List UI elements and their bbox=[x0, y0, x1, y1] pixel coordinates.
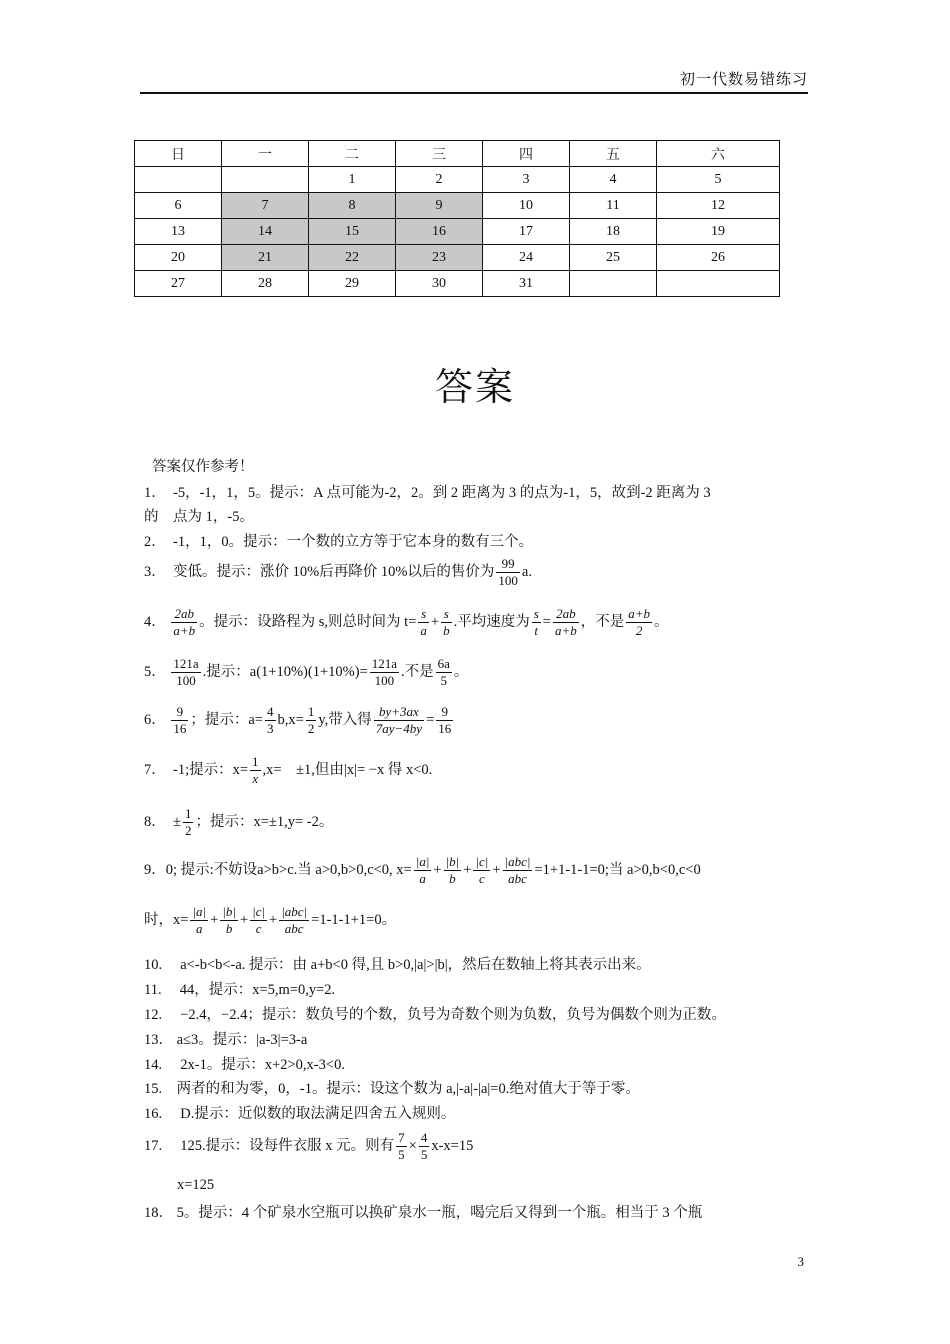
calendar-row bbox=[135, 193, 780, 219]
answer-4-text: .平均速度为 bbox=[453, 614, 530, 631]
calendar-cell: 31 bbox=[483, 271, 570, 297]
calendar-cell: 3 bbox=[483, 167, 570, 193]
calendar-cell: 17 bbox=[483, 219, 570, 245]
answer-5-text: .不是 bbox=[401, 664, 434, 681]
fraction-numerator: 1 bbox=[250, 754, 261, 771]
answer-9-line-2 bbox=[144, 904, 396, 938]
fraction bbox=[444, 854, 462, 888]
answer-5-text: .提示：a(1+10%)(1+10%)= bbox=[202, 664, 368, 681]
fraction-numerator: |c| bbox=[250, 904, 267, 921]
calendar-cell: 5 bbox=[657, 167, 780, 193]
fraction-denominator: abc bbox=[508, 871, 527, 887]
fraction bbox=[250, 904, 267, 938]
fraction bbox=[306, 704, 317, 738]
fraction-numerator: |b| bbox=[220, 904, 238, 921]
calendar-cell: 24 bbox=[483, 245, 570, 271]
calendar-cell: 19 bbox=[657, 219, 780, 245]
fraction bbox=[414, 854, 432, 888]
fraction bbox=[279, 904, 309, 938]
fraction-denominator: 2 bbox=[307, 721, 315, 737]
fraction-denominator: c bbox=[479, 871, 485, 887]
answer-7-tail: ,x= ±1,但由|x|= −x 得 x<0. bbox=[262, 762, 433, 779]
fraction-denominator: t bbox=[534, 623, 539, 639]
fraction bbox=[370, 656, 399, 690]
fraction-denominator: 3 bbox=[267, 721, 274, 737]
fraction-denominator: a bbox=[420, 623, 427, 639]
fraction-numerator: |a| bbox=[190, 904, 208, 921]
calendar-cell: 2 bbox=[396, 167, 483, 193]
fraction-numerator: 121a bbox=[370, 656, 399, 673]
calendar-row bbox=[135, 245, 780, 271]
fraction-denominator: x bbox=[252, 771, 259, 787]
fraction-numerator: 9 bbox=[436, 704, 453, 721]
calendar-header-cell: 四 bbox=[483, 141, 570, 167]
calendar-header-cell: 一 bbox=[222, 141, 309, 167]
calendar-cell: 6 bbox=[135, 193, 222, 219]
calendar-header-cell: 三 bbox=[396, 141, 483, 167]
times-sign: × bbox=[408, 1138, 417, 1155]
calendar-cell bbox=[135, 167, 222, 193]
fraction-denominator: a+b bbox=[173, 623, 196, 639]
answer-5-text: 。 bbox=[453, 664, 469, 681]
answer-10: 10. a<-b<b<-a. 提示：由 a+b<0 得,且 b>0,|a|>|b|，然后在数轴上将其表示出来。 bbox=[144, 957, 651, 973]
calendar-row bbox=[135, 271, 780, 297]
fraction-denominator: 2 bbox=[635, 623, 643, 639]
calendar-cell-highlighted: 9 bbox=[396, 193, 483, 219]
answer-5-number: 5． bbox=[144, 664, 166, 681]
calendar-cell-highlighted: 23 bbox=[396, 245, 483, 271]
answer-4-text: ，不是 bbox=[580, 614, 625, 631]
answer-16: 16. D.提示：近似数的取法满足四舍五入规则。 bbox=[144, 1106, 456, 1122]
answer-9-line-1 bbox=[144, 854, 701, 888]
fraction-numerator: 1 bbox=[183, 806, 194, 823]
calendar-cell bbox=[570, 271, 657, 297]
fraction-numerator: s bbox=[441, 606, 452, 623]
plus-sign: + bbox=[433, 862, 442, 879]
fraction-denominator: 100 bbox=[176, 673, 196, 689]
calendar-cell-highlighted: 16 bbox=[396, 219, 483, 245]
calendar-cell: 25 bbox=[570, 245, 657, 271]
fraction-denominator: b bbox=[449, 871, 456, 887]
answer-6-number: 6． bbox=[144, 712, 166, 729]
calendar-row bbox=[135, 219, 780, 245]
equals-sign: = bbox=[542, 614, 551, 631]
plus-sign: + bbox=[492, 862, 501, 879]
fraction-denominator: 2 bbox=[184, 823, 192, 839]
answer-1-line-1: 1． -5，-1，1，5。提示：A 点可能为-2，2。到 2 距离为 3 的点为-1，5，故到-2 距离为 3 bbox=[144, 485, 711, 501]
fraction-denominator: a bbox=[419, 871, 426, 887]
plus-sign: + bbox=[210, 912, 219, 929]
answer-17-text: 17. 125.提示：设每件衣服 x 元。则有 bbox=[144, 1138, 395, 1155]
answers-title: 答案 bbox=[434, 365, 515, 409]
calendar-cell: 20 bbox=[135, 245, 222, 271]
answer-6-text: b,x= bbox=[277, 712, 304, 729]
answer-9-text: =1-1-1+1=0。 bbox=[311, 912, 397, 929]
fraction bbox=[171, 656, 200, 690]
calendar-cell bbox=[222, 167, 309, 193]
fraction bbox=[436, 656, 452, 690]
fraction-numerator: 4 bbox=[419, 1130, 430, 1147]
fraction-numerator: |abc| bbox=[503, 854, 533, 871]
answers-intro: 答案仅作参考！ bbox=[152, 459, 254, 475]
calendar-cell-highlighted: 8 bbox=[309, 193, 396, 219]
fraction bbox=[496, 556, 520, 590]
plus-sign: + bbox=[239, 912, 249, 929]
answer-9-text: 9．0; 提示:不妨设a>b>c.当 a>0,b>0,c<0, x= bbox=[144, 862, 412, 879]
calendar-cell bbox=[657, 271, 780, 297]
fraction-numerator: 4 bbox=[265, 704, 276, 721]
fraction-denominator: a+b bbox=[554, 623, 577, 639]
calendar-cell-highlighted: 7 bbox=[222, 193, 309, 219]
answer-8-text: 8． ± bbox=[144, 814, 181, 831]
answer-4-number: 4． bbox=[144, 614, 166, 631]
fraction bbox=[418, 606, 429, 640]
calendar-cell: 12 bbox=[657, 193, 780, 219]
fraction bbox=[396, 1130, 407, 1164]
fraction-numerator: 6a bbox=[436, 656, 452, 673]
page-number: 3 bbox=[797, 1254, 804, 1269]
fraction-numerator: 2ab bbox=[553, 606, 579, 623]
equals-sign: = bbox=[426, 712, 435, 729]
answer-13: 13． a≤3。提示：|a-3|=3-a bbox=[144, 1032, 308, 1048]
fraction-denominator: b bbox=[225, 921, 233, 937]
fraction-denominator: 7ay−4by bbox=[375, 721, 423, 737]
answer-3-text: 3． 变低。提示：涨价 10%后再降价 10%以后的售价为 bbox=[144, 564, 495, 581]
page-header bbox=[140, 66, 808, 94]
answer-7 bbox=[144, 754, 432, 788]
fraction-denominator: 16 bbox=[438, 721, 452, 737]
fraction-numerator: s bbox=[418, 606, 429, 623]
answer-17 bbox=[144, 1130, 473, 1164]
fraction-denominator: c bbox=[255, 921, 262, 937]
plus-sign: + bbox=[430, 614, 440, 631]
fraction bbox=[473, 854, 490, 888]
answer-3 bbox=[144, 556, 532, 590]
fraction-numerator: |b| bbox=[444, 854, 462, 871]
fraction bbox=[532, 606, 541, 640]
fraction-denominator: 16 bbox=[173, 721, 187, 737]
fraction bbox=[220, 904, 238, 938]
header-title: 初一代数易错练习 bbox=[679, 70, 808, 88]
calendar-cell-highlighted: 14 bbox=[222, 219, 309, 245]
fraction-denominator: a bbox=[196, 921, 203, 937]
answer-6-text: y,带入得 bbox=[318, 712, 372, 729]
fraction bbox=[171, 606, 197, 640]
answer-11: 11. 44，提示：x=5,m=0,y=2. bbox=[144, 982, 336, 998]
answer-7-text: 7． -1;提示：x= bbox=[144, 762, 249, 779]
fraction-denominator: 5 bbox=[398, 1147, 405, 1163]
calendar-header-cell: 日 bbox=[135, 141, 222, 167]
fraction bbox=[626, 606, 652, 640]
calendar-cell-highlighted: 21 bbox=[222, 245, 309, 271]
fraction-numerator: 2ab bbox=[171, 606, 197, 623]
calendar-header-cell: 六 bbox=[657, 141, 780, 167]
answer-5 bbox=[144, 656, 468, 690]
calendar-cell: 1 bbox=[309, 167, 396, 193]
fraction bbox=[503, 854, 533, 888]
fraction-numerator: 7 bbox=[396, 1130, 407, 1147]
calendar-cell: 28 bbox=[222, 271, 309, 297]
calendar-header-cell: 二 bbox=[309, 141, 396, 167]
answer-6-text: ；提示：a= bbox=[190, 712, 263, 729]
fraction bbox=[250, 754, 261, 788]
fraction bbox=[419, 1130, 430, 1164]
answer-9-text: 时，x= bbox=[144, 912, 189, 929]
calendar-header-cell: 五 bbox=[570, 141, 657, 167]
fraction bbox=[171, 704, 188, 738]
fraction-denominator: b bbox=[443, 623, 450, 639]
fraction-denominator: 5 bbox=[440, 673, 448, 689]
answer-8-tail: ；提示：x=±1,y= -2。 bbox=[195, 814, 334, 831]
calendar-cell: 29 bbox=[309, 271, 396, 297]
answer-6 bbox=[144, 704, 455, 738]
answer-17-tail: x-x=15 bbox=[431, 1138, 474, 1155]
calendar-cell: 26 bbox=[657, 245, 780, 271]
fraction-numerator: |a| bbox=[414, 854, 432, 871]
answer-1-line-2: 的 点为 1，-5。 bbox=[144, 509, 254, 525]
fraction-numerator: 1 bbox=[306, 704, 317, 721]
fraction bbox=[441, 606, 452, 640]
plus-sign: + bbox=[269, 912, 278, 929]
fraction-numerator: by+3ax bbox=[374, 704, 424, 721]
fraction-numerator: 121a bbox=[171, 656, 200, 673]
answer-15: 15. 两者的和为零，0，-1。提示：设这个数为 a,|-a|-|a|=0.绝对值大于等于零。 bbox=[144, 1081, 640, 1097]
answer-18: 18． 5。提示：4 个矿泉水空瓶可以换矿泉水一瓶，喝完后又得到一个瓶。相当于 3 个瓶 bbox=[144, 1205, 703, 1221]
fraction-numerator: 99 bbox=[496, 556, 520, 573]
answer-2: 2． -1，1，0。提示：一个数的立方等于它本身的数有三个。 bbox=[144, 534, 534, 550]
fraction bbox=[183, 806, 194, 840]
calendar-cell: 10 bbox=[483, 193, 570, 219]
fraction bbox=[553, 606, 579, 640]
fraction-numerator: s bbox=[532, 606, 541, 623]
fraction bbox=[265, 704, 276, 738]
answer-14: 14. 2x-1。提示：x+2>0,x-3<0. bbox=[144, 1057, 345, 1073]
calendar-cell: 30 bbox=[396, 271, 483, 297]
answer-3-tail: a. bbox=[521, 564, 532, 581]
fraction-numerator: |abc| bbox=[279, 904, 309, 921]
calendar-header-row bbox=[135, 141, 780, 167]
plus-sign: + bbox=[463, 862, 472, 879]
answer-17-result: x=125 bbox=[177, 1177, 215, 1193]
answer-12: 12. −2.4，−2.4；提示：数负号的个数，负号为奇数个则为负数，负号为偶数个则为正数。 bbox=[144, 1007, 726, 1023]
fraction-denominator: 100 bbox=[498, 573, 518, 589]
calendar-cell: 13 bbox=[135, 219, 222, 245]
calendar-cell-highlighted: 22 bbox=[309, 245, 396, 271]
fraction-denominator: 5 bbox=[420, 1147, 428, 1163]
calendar-cell-highlighted: 15 bbox=[309, 219, 396, 245]
fraction-numerator: |c| bbox=[473, 854, 490, 871]
fraction-denominator: abc bbox=[284, 921, 304, 937]
fraction-numerator: a+b bbox=[626, 606, 652, 623]
fraction bbox=[436, 704, 453, 738]
answer-9-text: =1+1-1-1=0;当 a>0,b<0,c<0 bbox=[534, 862, 701, 879]
calendar-cell: 18 bbox=[570, 219, 657, 245]
answer-4-text: 。提示：设路程为 s,则总时间为 t= bbox=[199, 614, 417, 631]
fraction-numerator: 9 bbox=[171, 704, 188, 721]
calendar-row bbox=[135, 167, 780, 193]
answer-8 bbox=[144, 806, 333, 840]
calendar-cell: 4 bbox=[570, 167, 657, 193]
calendar-cell: 11 bbox=[570, 193, 657, 219]
calendar-table bbox=[134, 140, 780, 297]
calendar-cell: 27 bbox=[135, 271, 222, 297]
fraction bbox=[374, 704, 424, 738]
fraction-denominator: 100 bbox=[374, 673, 395, 689]
answer-4-text: 。 bbox=[654, 614, 669, 631]
fraction bbox=[190, 904, 208, 938]
answer-4 bbox=[144, 606, 669, 640]
